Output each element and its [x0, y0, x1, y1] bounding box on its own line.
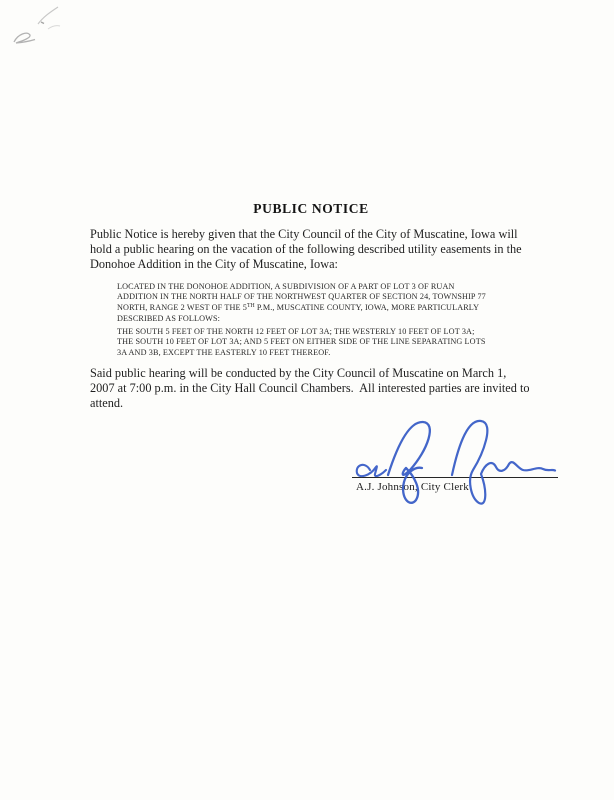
legal-line: THE SOUTH 5 FEET OF THE NORTH 12 FEET OF LOT 3A; THE WESTERLY 10 FEET OF LOT 3A;: [117, 327, 475, 336]
pencil-stroke: [41, 22, 44, 24]
signature-line: [352, 477, 558, 478]
legal-description-paragraph-2: [117, 327, 486, 358]
closing-line: attend.: [90, 396, 124, 410]
legal-line: DESCRIBED AS FOLLOWS:: [117, 314, 221, 324]
legal-line: LOCATED IN THE DONOHOE ADDITION, A SUBDIVISION OF A PART OF LOT 3 OF RUAN: [117, 282, 455, 291]
closing-paragraph: [90, 366, 530, 411]
closing-line: 2007 at 7:00 p.m. in the City Hall Council Chambers. All interested parties are invited to: [90, 381, 530, 395]
legal-line: THE SOUTH 10 FEET OF LOT 3A; AND 5 FEET ON EITHER SIDE OF THE LINE SEPARATING LOTS: [117, 337, 486, 347]
legal-line: 3A AND 3B, EXCEPT THE EASTERLY 10 FEET THEREOF.: [117, 347, 331, 357]
closing-line: Said public hearing will be conducted by the City Council of Muscatine on March 1,: [90, 366, 507, 380]
pencil-stroke: [48, 26, 60, 29]
legal-line: ADDITION IN THE NORTH HALF OF THE NORTHWEST QUARTER OF SECTION 24, TOWNSHIP 77: [117, 292, 486, 302]
pencil-scribble-marks: [8, 2, 108, 62]
legal-description-paragraph-1: [117, 282, 486, 325]
ordinal-superscript: TH: [247, 302, 255, 309]
page-title: PUBLIC NOTICE: [253, 201, 369, 216]
intro-paragraph: [90, 227, 522, 272]
legal-line-segment: NORTH, RANGE 2 WEST OF THE 5: [117, 302, 248, 312]
signatory-name: A.J. Johnson, City Clerk: [356, 481, 469, 493]
legal-line-segment: P.M., MUSCATINE COUNTY, IOWA, MORE PARTICULARLY: [254, 302, 480, 312]
intro-line: Public Notice is hereby given that the City Council of the City of Muscatine, Iowa will: [90, 227, 518, 241]
legal-line: [117, 303, 486, 314]
pencil-stroke: [14, 33, 35, 43]
intro-line: Donohoe Addition in the City of Muscatine, Iowa:: [90, 257, 338, 271]
pencil-stroke: [38, 7, 58, 24]
signature-stroke: [357, 465, 386, 476]
handwritten-signature: [340, 408, 570, 513]
intro-line: hold a public hearing on the vacation of the following described utility easements in the: [90, 242, 522, 256]
